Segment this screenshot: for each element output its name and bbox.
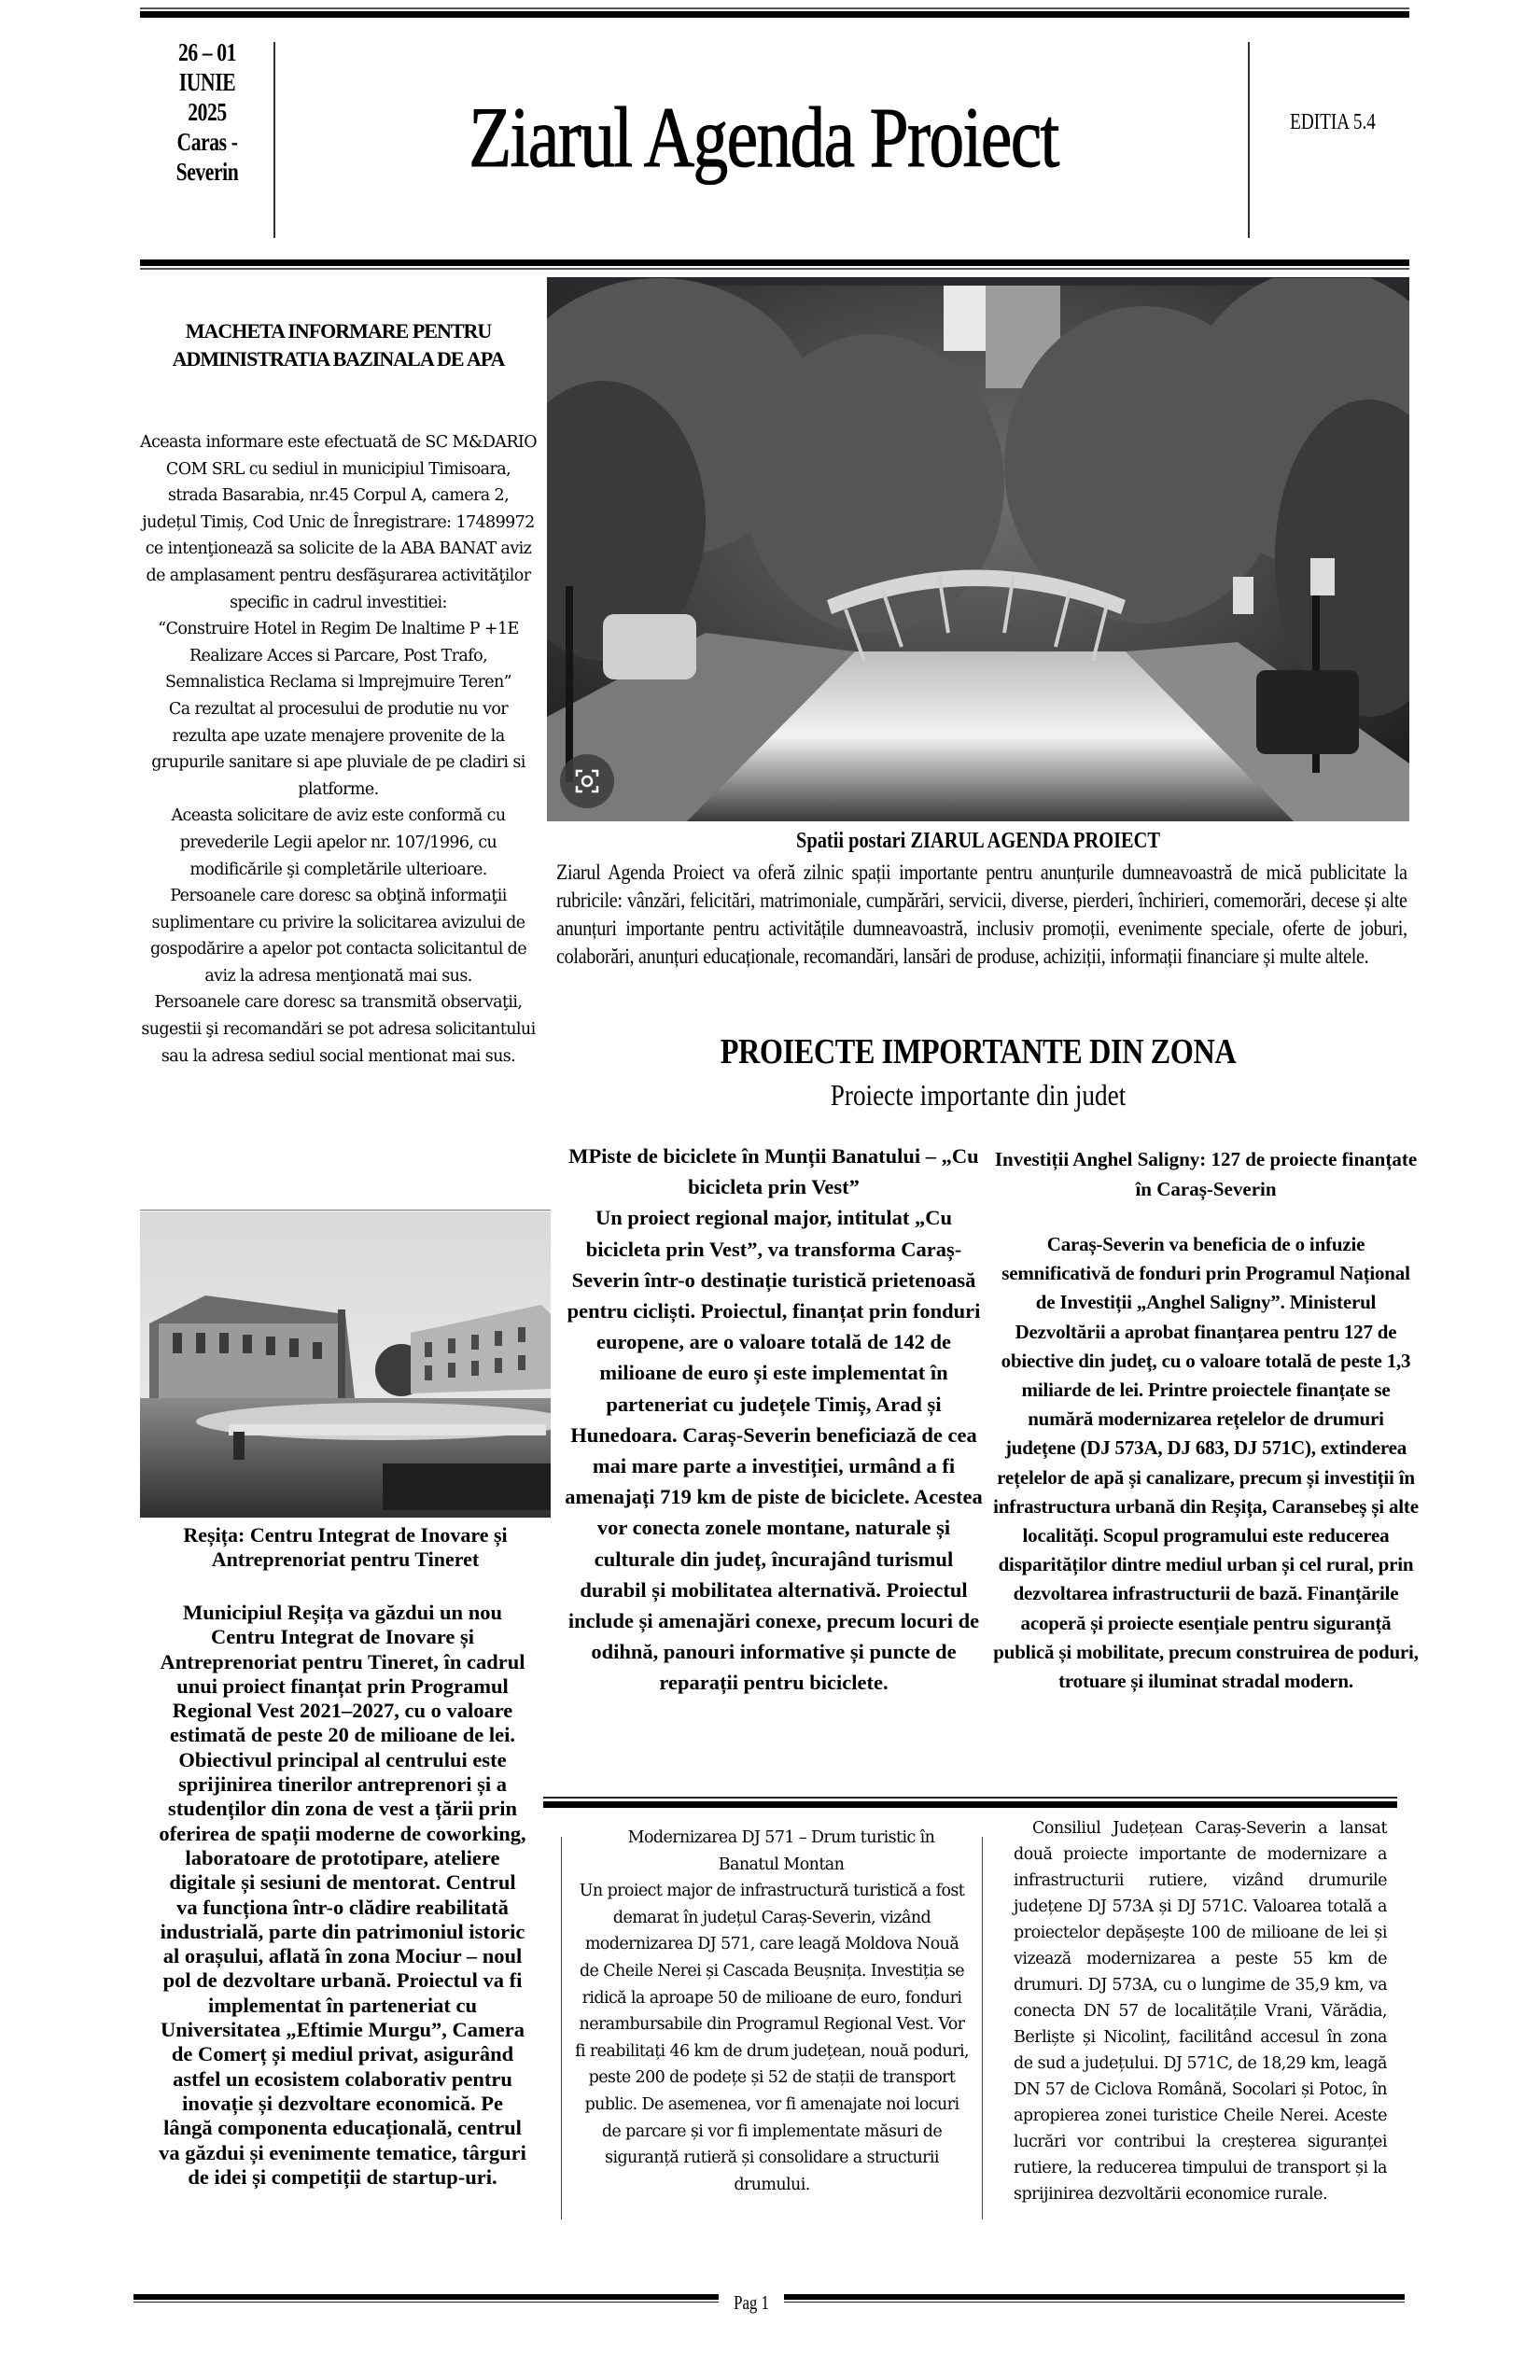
masthead-divider-right [1248,42,1250,238]
piste-article [560,1141,987,1699]
masthead-rule-thin [140,268,1409,270]
notice-paragraph: Ca rezultat al procesului de produtie nu vor rezulta ape uzate menajere provenite de la grupurile sanitare si ape pluviale de pe cladiri si platforme. [151,699,525,799]
footer-rule-left-thin [133,2302,719,2303]
date-line: Caras - [176,128,238,156]
dj571-border-right [982,1837,983,2219]
lower-rule-thin [543,1797,1397,1799]
date-line: 2025 [188,98,227,126]
ads-body-container [556,859,1407,971]
masthead-rule-thick [140,259,1409,266]
canal-bridge-photo [547,278,1409,821]
resita-square-photo [140,1211,551,1518]
resita-photo-graphic [140,1211,551,1518]
footer-rule-left-thick [133,2294,719,2300]
dj571-article [560,1825,984,2198]
piste-body: Un proiect regional major, intitulat „Cu bicicleta prin Vest”, va transforma Caraș-Severin într-o destinație turistică prietenoasă pentru cicliști. Proiectul, finanțat prin fonduri europene, are o valoare totală de 142 de milioane de euro și este implementat în parteneriat cu județele Timiș, Arad și Hunedoara. Caraș-Severin beneficiază de cea mai mare parte a investiției, urmând a fi amenajați 719 km de piste de biciclete. Acestea vor conecta zonele montane, naturale și culturale din județ, încurajând turismul durabil și mobilitatea alternativă. Proiectul include și amenajări conexe, precum locuri de odihnă, panouri informative și puncte de reparații pentru biciclete. [565,1206,983,1695]
resita-headline: Reșița: Centru Integrat de Inovare și Antreprenoriat pentru Tineret [183,1523,508,1571]
lower-rule-thick [543,1801,1397,1808]
section-headline: PROIECTE IMPORTANTE DIN ZONA [720,1032,1237,1071]
dj571-body: Un proiect major de infrastructură turistică a fost demarat în județul Caraș-Severin, vizând modernizarea DJ 571, care leagă Moldova Nouă de Cheile Nerei și Cascada Beușnița. Investiția se ridică la aproape 50 de milioane de euro, fonduri nerambursabile din Programul Regional Vest. Vor fi reabilitați 46 km de drum județean, nouă poduri, peste 200 de podețe și 52 de stații de transport public. De asemenea, vor fi amenajate noi locuri de parcare și vor fi implementate măsuri de siguranță rutieră și consolidare a structurii drumului. [575,1882,969,2194]
saligny-headline: Investiții Anghel Saligny: 127 de proiecte finanțate în Caraș-Severin [994,1148,1418,1200]
footer-rule-right-thick [784,2294,980,2300]
notice-body [140,429,537,1070]
lens-glyph-icon [573,767,601,795]
notice-paragraph: Persoanele care doresc sa obţină informaţii suplimentare cu privire la solicitarea avizului de gospodărire a apelor pot contacta solicitantul de aviz la adresa menţionată mai sus. [149,887,527,986]
date-line: Severin [175,158,239,186]
notice-title: MACHETA INFORMARE PENTRU ADMINISTRATIA BAZINALA DE APA [172,319,505,371]
page-number: Pag 1 [734,2291,769,2314]
visual-search-icon[interactable] [560,754,614,808]
dj571-headline: Modernizarea DJ 571 – Drum turistic în Banatul Montan [627,1828,935,1874]
consiliu-rule-thick [980,2294,1405,2300]
section-subheadline: Proiecte importante din judet [830,1078,1127,1112]
footer-rule-right-thin [784,2302,980,2303]
resita-body: Municipiul Reșița va găzdui un nou Centru Integrat de Inovare și Antreprenoriat pentru Tineret, în cadrul unui proiect finanțat prin Programul Regional Vest 2021–2027, cu o valoare estimată de peste 20 de milioane de lei. Obiectivul principal al centrului este sprijinirea tinerilor antreprenori și a studenților din zona de vest a țării prin oferirea de spații moderne de coworking, laboratoare de prototipare, ateliere digitale și sesiuni de mentorat. Centrul va funcționa într-o clădire reabilitată industrială, parte din patrimoniul istoric al orașului, aflată în zona Mociur – noul pol de dezvoltare urbană. Proiectul va fi implementat în parteneriat cu Universitatea „Eftimie Murgu”, Camera de Comerț și mediul privat, asigurând astfel un ecosistem colaborativ pentru inovație și dezvoltare economică. Pe lângă componenta educațională, centrul va găzdui și evenimente tematice, târguri de idei și competiții de startup-uri. [159,1601,526,2189]
top-rule-thin [140,7,1409,9]
top-rule-thick [140,11,1409,18]
edition-label: EDITIA 5.4 [1290,110,1376,134]
date-line: IUNIE [178,68,236,96]
saligny-body: Caraș-Severin va beneficia de o infuzie semnificativă de fonduri prin Programul Național de Investiții „Anghel Saligny”. Ministerul Dezvoltării a aprobat finanțarea pentru 127 de obiective din județ, cu o valoare totală de peste 1,3 miliarde de lei. Printre proiectele finanțate se numără modernizarea rețelelor de drumuri județene (DJ 573A, DJ 683, DJ 571C), extinderea rețelelor de apă și canalizare, precum și investiții în infrastructura urbană din Reșița, Caransebeș și alte localități. Scopul programului este reducerea disparităților dintre mediul urban și cel rural, prin dezvoltarea infrastructurii de bază. Finanțările acoperă și proiecte esențiale pentru siguranță publică și mobilitate, precum construirea de poduri, trotuare și iluminat stradal modern. [993,1233,1419,1693]
consiliu-article [1014,1815,1387,2207]
canal-photo-graphic [547,278,1409,821]
notice-paragraph: Aceasta informare este efectuată de SC M&DARIO COM SRL cu sediul in municipiul Timisoara, strada Basarabia, nr.45 Corpul A, camera 2, județul Timiș, Cod Unic de Înregistrare: 17489972 ce intenţionează sa solicite de la ABA BANAT aviz de amplasament pentru desfăşurarea activităţilor specific in cadrul investitiei: [140,433,537,612]
piste-headline: MPiste de biciclete în Munții Banatului – „Cu bicicleta prin Vest” [568,1144,979,1199]
notice-paragraph: “Construire Hotel in Regim De lnaltime P +1E Realizare Acces si Parcare, Post Trafo, Semnalistica Reclama si lmprejmuire Teren” [158,620,519,693]
date-line: 26 – 01 [178,38,236,66]
masthead-date [155,37,259,187]
notice-paragraph: Aceasta solicitare de aviz este conformă cu prevederile Legii apelor nr. 107/1996, cu modificările şi completările ulterioare. [171,806,506,879]
masthead-divider-left [273,42,275,238]
ads-body: Ziarul Agenda Proiect va oferă zilnic spații importante pentru anunțurile dumneavoastră de mică publicitate la rubricile: vânzări, felicitări, matrimoniale, cumpărări, servicii, diverse, pierderi, închirieri, comemorări, decese și alte anunțuri importante pentru activitățile dumneavoastră, inclusiv promoții, evenimente speciale, oferte de joburi, colaborări, anunțuri educaționale, recomandări, lansări de produse, achiziții, informații financiare și multe altele. [556,861,1407,968]
ads-title: Spatii postari ZIARUL AGENDA PROIECT [796,829,1160,853]
consiliu-rule-thin [980,2302,1405,2303]
masthead-title: Ziarul Agenda Proiect [469,90,1058,185]
notice-paragraph: Persoanele care doresc sa transmită observaţii, sugestii şi recomandări se pot adresa solicitantului sau la adresa sediul social mentionat mai sus. [141,993,536,1066]
notice-bottom-rule [140,1210,551,1211]
consiliu-body: Consiliul Județean Caraș-Severin a lansat două proiecte importante de modernizare a infrastructurii rutiere, vizând drumurile județene DJ 573A și DJ 571C. Valoarea totală a proiectelor depășește 100 de milioane de lei și vizează modernizarea a peste 55 km de drumuri. DJ 573A, cu o lungime de 35,9 km, va conecta DN 57 de localitățile Vrani, Vărădia, Berliște și Nicolinț, facilitând accesul în zona de sud a județului. DJ 571C, de 18,29 km, leagă DN 57 de Ciclova Română, Socolari și Potoc, în apropierea zonei turistice Cheile Nerei. Aceste lucrări vor contribui la creșterea siguranței rutiere, la reducerea timpului de transport și la sprijinirea dezvoltării economice rurale. [1014,1819,1387,2204]
